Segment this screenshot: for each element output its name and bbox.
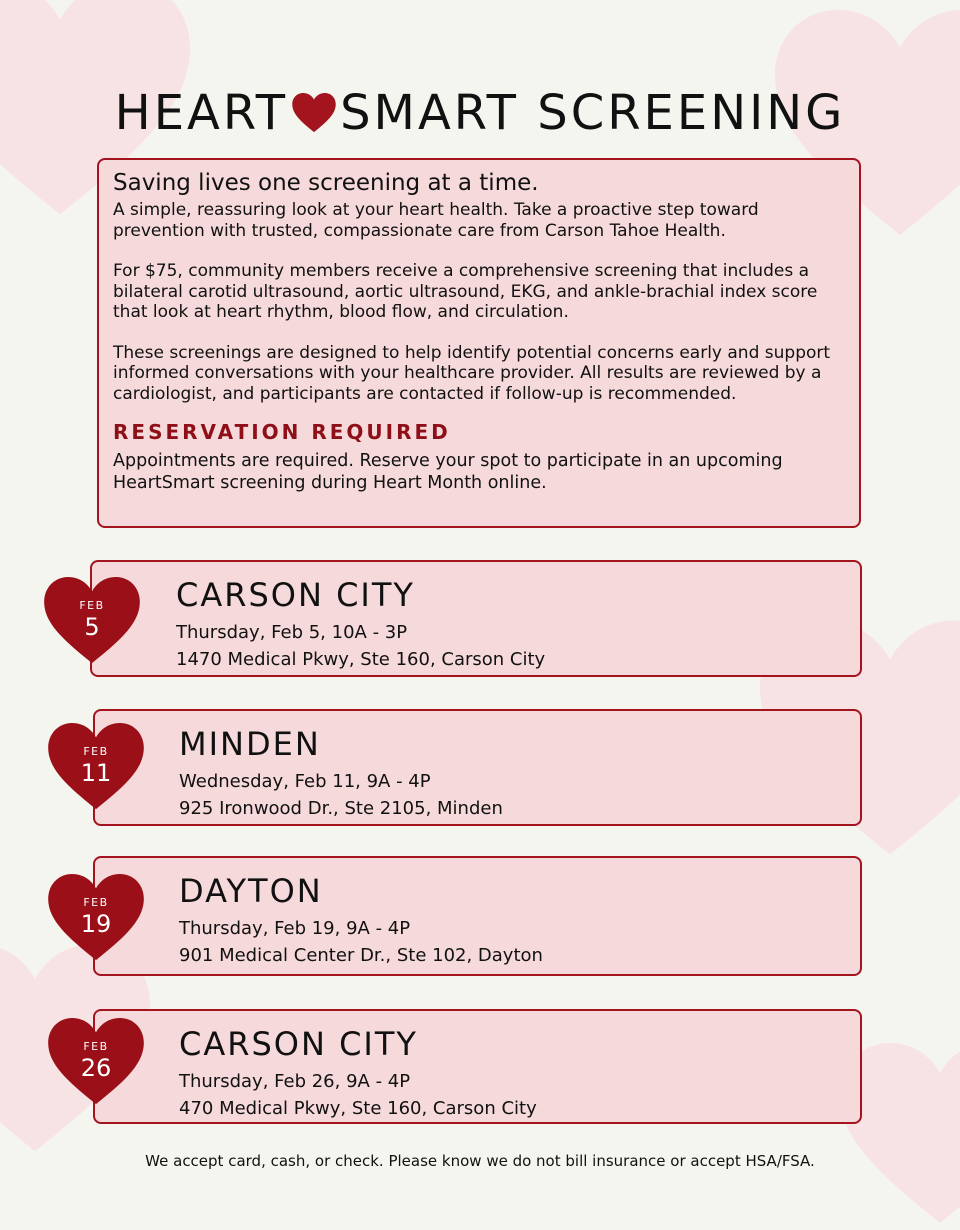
event-card-carson-city-feb-26 (93, 1009, 862, 1124)
event-card-dayton-feb-19 (93, 856, 862, 976)
heart-icon (292, 93, 336, 133)
event-time: Thursday, Feb 26, 9A - 4P (179, 1071, 411, 1092)
intro-paragraph-1: A simple, reassuring look at your heart health. Take a proactive step toward prevention with trusted, compassionate care from Carson Tahoe Health. (113, 200, 759, 241)
reservation-heading: RESERVATION REQUIRED (113, 420, 451, 444)
payment-footer-note: We accept card, cash, or check. Please know we do not bill insurance or accept HSA/FSA. (145, 1152, 815, 1170)
event-city: CARSON CITY (179, 1025, 418, 1063)
date-day: 19 (80, 910, 112, 938)
title-heart-text: HEART (114, 85, 289, 141)
event-address: 901 Medical Center Dr., Ste 102, Dayton (179, 945, 543, 966)
date-day: 5 (84, 613, 100, 641)
event-card-minden-feb-11 (93, 709, 862, 826)
title-smart-screening-text: SMART SCREENING (340, 85, 846, 141)
intro-info-box (97, 158, 861, 528)
event-address: 1470 Medical Pkwy, Ste 160, Carson City (176, 649, 546, 670)
date-day: 11 (80, 759, 112, 787)
date-badge-feb-5 (44, 577, 140, 665)
intro-paragraph-3: These screenings are designed to help identify potential concerns early and support informed conversations with your healthcare provider. All results are reviewed by a cardiologist, and participants are contacted if follow-up is recommended. (113, 342, 831, 404)
tagline: Saving lives one screening at a time. (113, 170, 539, 196)
page-title (0, 78, 960, 148)
reservation-text: Appointments are required. Reserve your spot to participate in an upcoming HeartSmart screening during Heart Month online. (113, 451, 783, 493)
event-time: Wednesday, Feb 11, 9A - 4P (179, 771, 431, 792)
event-time: Thursday, Feb 5, 10A - 3P (176, 622, 408, 643)
event-address: 925 Ironwood Dr., Ste 2105, Minden (179, 798, 503, 819)
event-city: MINDEN (179, 725, 321, 763)
event-address: 470 Medical Pkwy, Ste 160, Carson City (179, 1098, 537, 1119)
date-month: FEB (83, 1040, 109, 1053)
date-month: FEB (79, 599, 105, 612)
date-month: FEB (83, 896, 109, 909)
date-badge-feb-11 (48, 723, 144, 811)
date-month: FEB (83, 745, 109, 758)
event-time: Thursday, Feb 19, 9A - 4P (179, 918, 411, 939)
date-day: 26 (80, 1054, 112, 1082)
date-badge-feb-26 (48, 1018, 144, 1106)
event-city: CARSON CITY (176, 576, 415, 614)
intro-paragraph-2: For $75, community members receive a comprehensive screening that includes a bilateral carotid ultrasound, aortic ultrasound, EKG, and ankle-brachial index score that look at heart rhythm, blood flow, and circulation. (113, 261, 818, 322)
event-city: DAYTON (179, 872, 323, 910)
event-card-carson-city-feb-5 (90, 560, 862, 677)
date-badge-feb-19 (48, 874, 144, 962)
